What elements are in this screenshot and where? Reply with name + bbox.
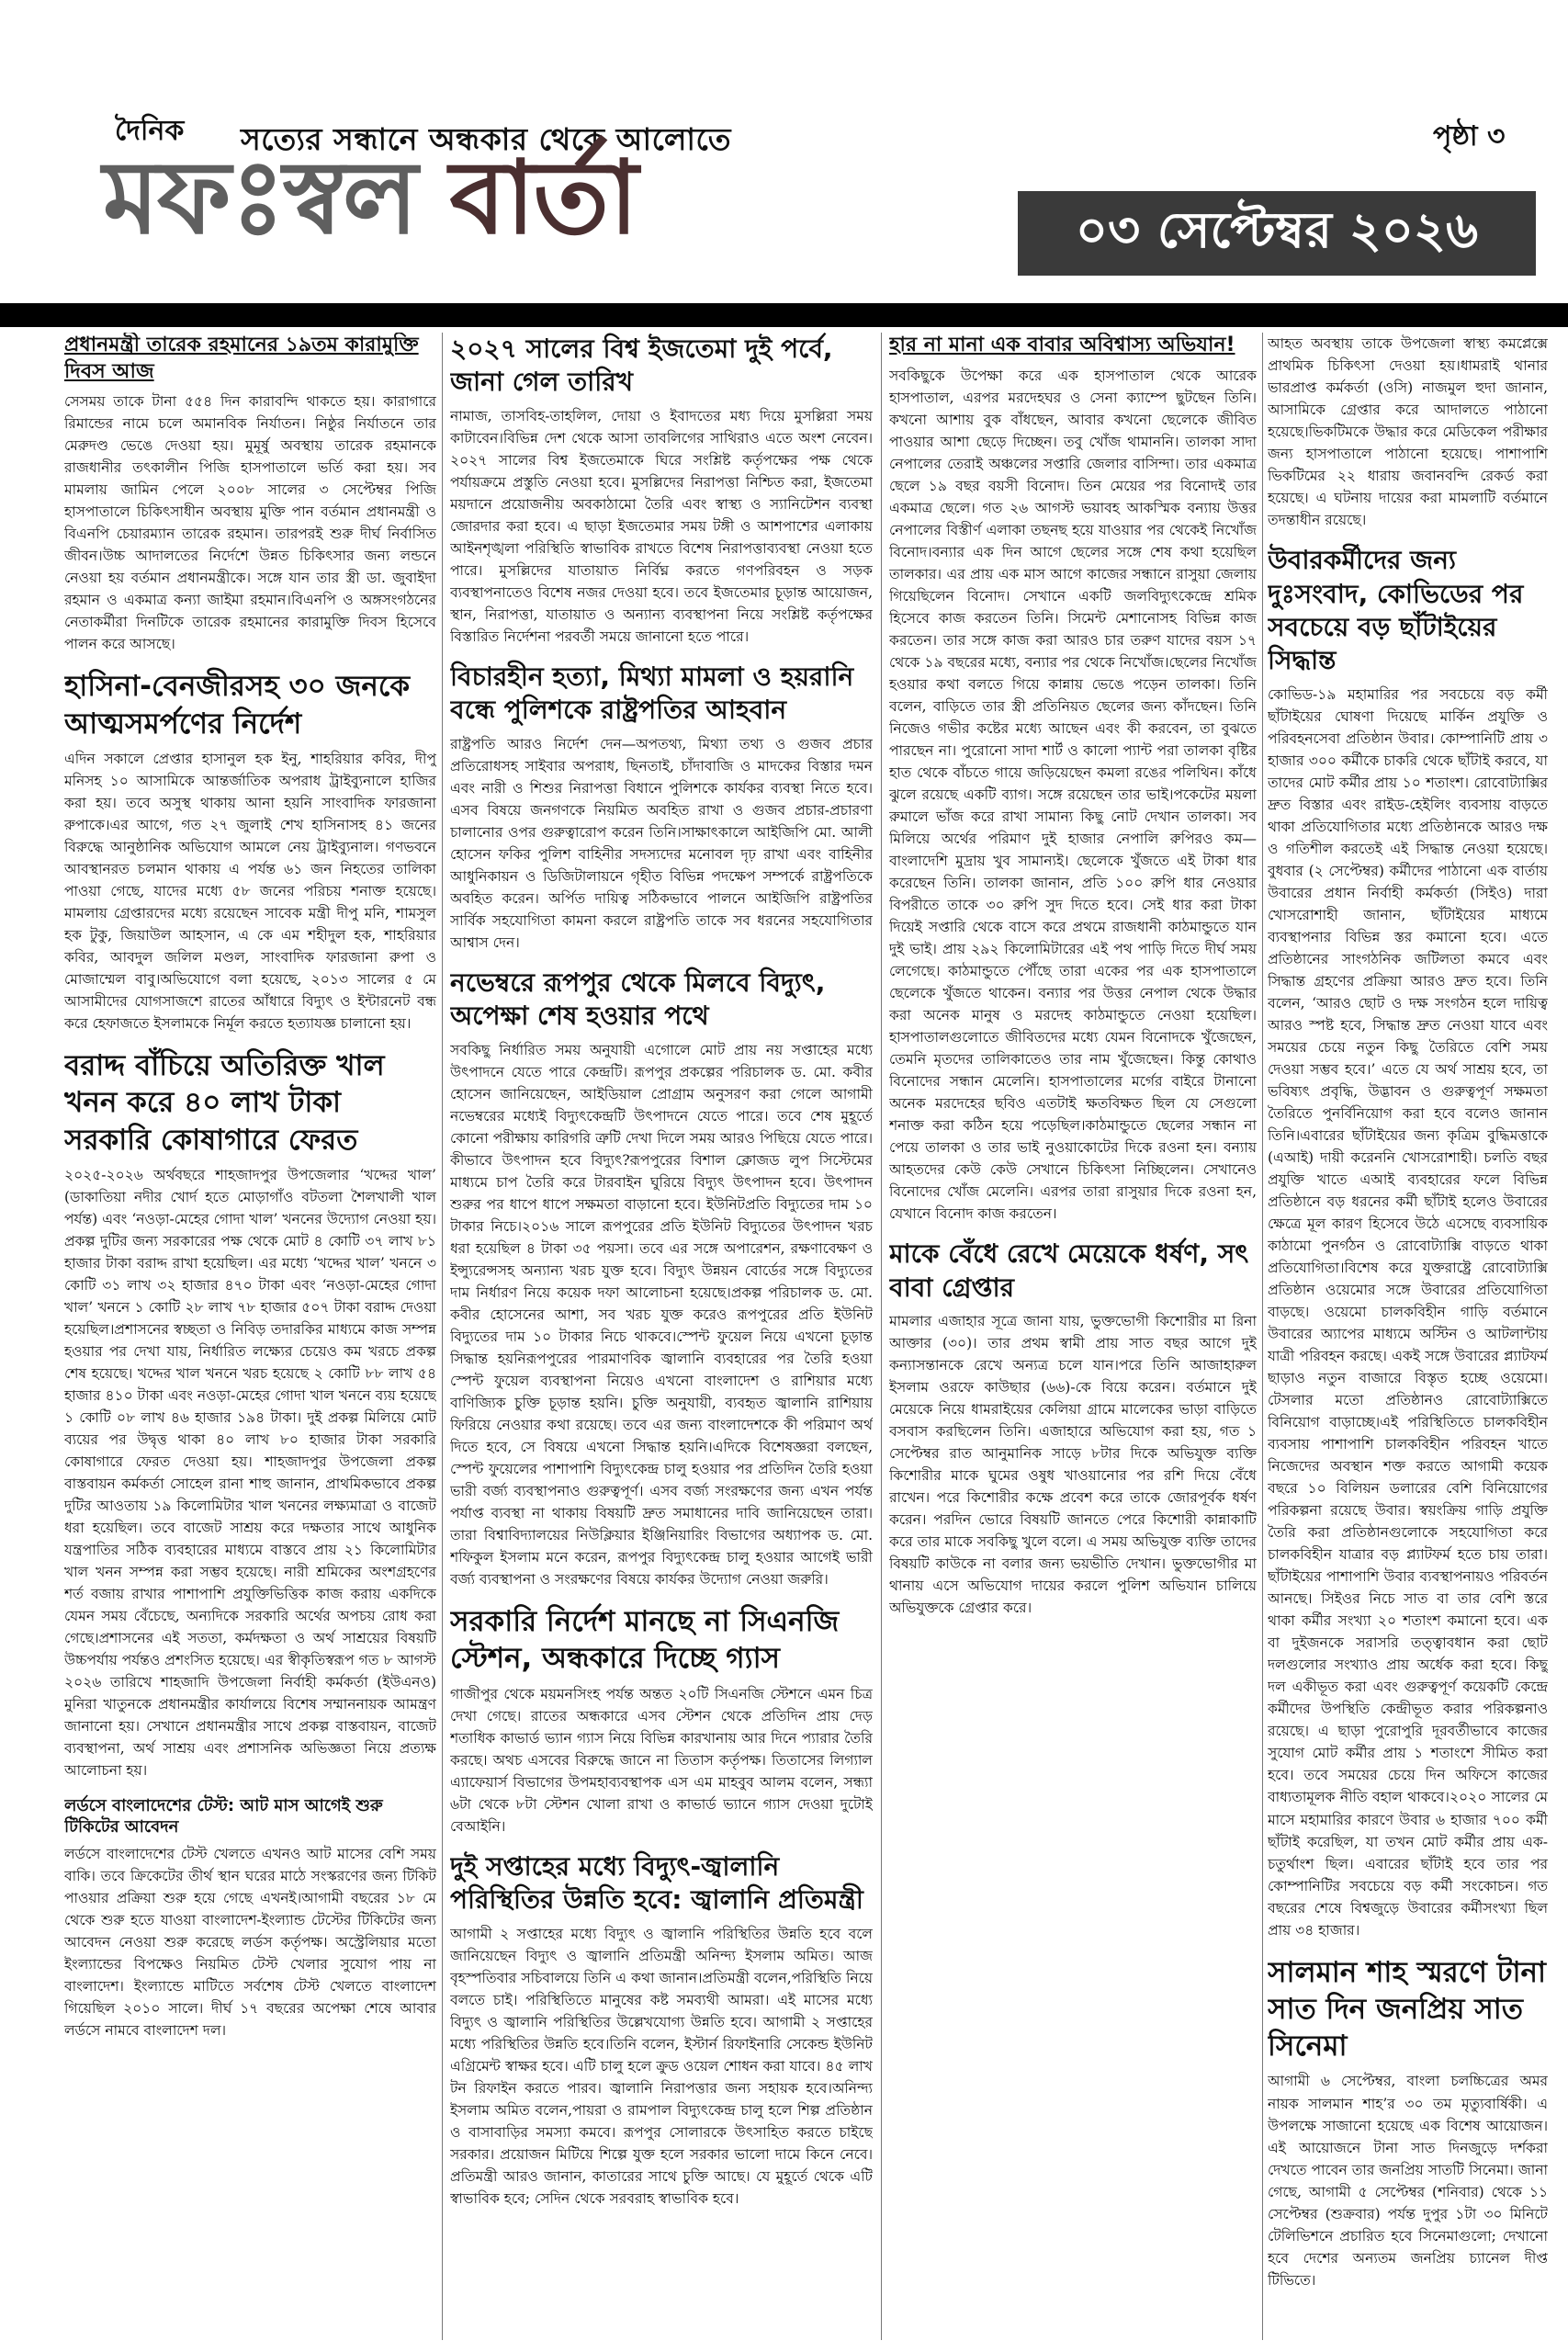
article-headline: হার না মানা এক বাবার অবিশ্বাস্য অভিযান!: [889, 334, 1235, 356]
newspaper-title: [103, 139, 637, 256]
masthead: [0, 0, 1568, 303]
article-headline: মাকে বেঁধে রেখে মেয়েকে ধর্ষণ, সৎ বাবা গ্রেপ্তার: [889, 1238, 1249, 1303]
article-headline: নভেম্বরে রূপপুর থেকে মিলবে বিদ্যুৎ, অপেক্ষা শেষ হওয়ার পথে: [450, 967, 826, 1032]
article-body: ২০২৫-২০২৬ অর্থবছরে শাহজাদপুর উপজেলার ‘খদ্দের খাল’ (ডাকাতিয়া নদীর খোর্দ হতে মোড়াগাঁও বটতলা শৈলখালী খাল পর্যন্ত) এবং ‘নওড়া-মেহের গোদা খাল’ খননের উদ্যোগ নেওয়া হয়।প্রকল্প দুটির জন্য সরকারের পক্ষ থেকে মোট ৪ কোটি ৩৭ লাখ ৮১ হাজার টাকা বরাদ্দ রাখা হয়েছিল। এর মধ্যে ‘খদ্দের খাল’ খননে ৩ কোটি ৩১ লাখ ৩২ হাজার ৪৭০ টাকা এবং ‘নওড়া-মেহের গোদা খাল’ খননে ১ কোটি ২৮ লাখ ৭৮ হাজার ৫০৭ টাকা বরাদ্দ দেওয়া হয়েছিল।প্রশাসনের স্বচ্ছতা ও নিবিড় তদারকির মাধ্যমে কাজ সম্পন্ন হওয়ার পর দেখা যায়, নির্ধারিত লক্ষ্যের চেয়েও কম খরচে প্রকল্প শেষ হয়েছে। খদ্দের খাল খননে খরচ হয়েছে ২ কোটি ৮৮ লাখ ৫৪ হাজার ৪১০ টাকা এবং নওড়া-মেহের গোদা খাল খননে ব্যয় হয়েছে ১ কোটি ০৮ লাখ ৪৬ হাজার ১৯৪ টাকা। দুই প্রকল্প মিলিয়ে মোট ব্যয়ের পর উদ্বৃত্ত থাকা ৪০ লাখ ৮০ হাজার টাকা সরকারি কোষাগারে ফেরত দেওয়া হয়। শাহজাদপুর উপজেলা প্রকল্প বাস্তবায়ন কর্মকর্তা সোহেল রানা শাহু জানান, প্রাথমিকভাবে প্রকল্প দুটির আওতায় ১৯ কিলোমিটার খাল খননের লক্ষ্যমাত্রা ও বাজেট ধরা হয়েছিল। তবে বাজেট সাশ্রয় করে দক্ষতার সাথে আধুনিক যন্ত্রপাতির সঠিক ব্যবহারের মাধ্যমে বাস্তবে প্রায় ২১ কিলোমিটার খাল খনন সম্পন্ন করা সম্ভব হয়েছে। নারী শ্রমিকের অংশগ্রহণের শর্ত বজায় রাখার পাশাপাশি প্রযুক্তিভিত্তিক কাজ করায় একদিকে যেমন সময় বেঁচেছে, অন্যদিকে সরকারি অর্থের অপচয় রোধ করা গেছে।প্রশাসনের এই সততা, কর্মদক্ষতা ও অর্থ সাশ্রয়ের বিষয়টি উচ্চপর্যায় পর্যন্তও প্রশংসিত হয়েছে। এর স্বীকৃতিস্বরূপ গত ৮ আগস্ট ২০২৬ তারিখে শাহজাদি উপজেলা নির্বাহী কর্মকর্তা (ইউএনও) মুনিরা খাতুনকে প্রধানমন্ত্রীর কার্যালয়ে বিশেষ সম্মাননায়ক আমন্ত্রণ জানানো হয়। সেখানে প্রধানমন্ত্রীর সাথে প্রকল্প বাস্তবায়ন, বাজেট ব্যবস্থাপনা, অর্থ সাশ্রয় এবং প্রশাসনিক অভিজ্ঞতা নিয়ে প্রত্যক্ষ আলোচনা হয়।: [64, 1167, 436, 1780]
article: [450, 1603, 873, 1838]
article: [1268, 544, 1548, 1940]
newspaper-title-part2: বার্তা: [449, 139, 637, 256]
column-divider: [1262, 333, 1263, 2340]
article: [1268, 333, 1548, 531]
article-body: আহত অবস্থায় তাকে উপজেলা স্বাস্থ্য কমপ্লেক্সে প্রাথমিক চিকিৎসা দেওয়া হয়।ধামরাই থানার ভারপ্রাপ্ত কর্মকর্তা (ওসি) নাজমুল হুদা জানান, আসামিকে গ্রেপ্তার করে আদালতে পাঠানো হয়েছে।ভিকটিমকে উদ্ধার করে মেডিকেল পরীক্ষার জন্য হাসপাতালে পাঠানো হয়েছে। পাশাপাশি ভিকটিমের ২২ ধারায় জবানবন্দি রেকর্ড করা হয়েছে। এ ঘটনায় দায়ের করা মামলাটি বর্তমানে তদন্তাধীন রয়েছে।: [1268, 335, 1548, 529]
article: [450, 1850, 873, 2210]
article: [64, 1795, 436, 2042]
column-divider: [881, 333, 882, 2340]
masthead-tagline: সত্যের সন্ধানে অন্ধকার থেকে আলোতে: [241, 121, 732, 157]
article: [1268, 1954, 1548, 2291]
column-1: [64, 333, 436, 2340]
column-2: [450, 333, 873, 2340]
article-body: লর্ডসে বাংলাদেশের টেস্ট খেলতে এখনও আট মাসের বেশি সময় বাকি। তবে ক্রিকেটের তীর্থ স্থান ঘরের মাঠে সংস্করণের জন্য টিকিট পাওয়ার প্রক্রিয়া শুরু হয়ে গেছে এখনই।আগামী বছরের ১৮ মে থেকে শুরু হতে যাওয়া বাংলাদেশ-ইংল্যান্ড টেস্টের টিকিটের জন্য আবেদন নেওয়া শুরু করেছে লর্ডস কর্তৃপক্ষ। অস্ট্রেলিয়ার মতো ইংল্যান্ডের বিপক্ষেও নিয়মিত টেস্ট খেলার সুযোগ পায় না বাংলাদেশ। ইংল্যান্ডে মাটিতে সর্বশেষ টেস্ট খেলতে বাংলাদেশ গিয়েছিল ২০১০ সালে। দীর্ঘ ১৭ বছরের অপেক্ষা শেষে আবার লর্ডসে নামবে বাংলাদেশ দল।: [64, 1846, 436, 2040]
column-divider: [442, 333, 443, 2340]
article-body: নামাজ, তাসবিহ-তাহলিল, দোয়া ও ইবাদতের মধ্য দিয়ে মুসল্লিরা সময় কাটাবেন।বিভিন্ন দেশ থেকে আসা তাবলিগের সাথিরাও এতে অংশ নেবেন। ২০২৭ সালের বিশ্ব ইজতেমাকে ঘিরে সংশ্লিষ্ট কর্তৃপক্ষের পক্ষ থেকে পর্যায়ক্রমে প্রস্তুতি নেওয়া হবে। মুসল্লিদের নিরাপত্তা নিশ্চিত করা, ইজতেমা ময়দানে প্রয়োজনীয় অবকাঠামো তৈরি এবং স্বাস্থ্য ও স্যানিটেশন ব্যবস্থা জোরদার করা হবে। এ ছাড়া ইজতেমার সময় টঙ্গী ও আশপাশের এলাকায় আইনশৃঙ্খলা পরিস্থিতি স্বাভাবিক রাখতে বিশেষ নিরাপত্তাব্যবস্থা নেওয়া হতে পারে। মুসল্লিদের যাতায়াত নির্বিঘ্ন করতে গণপরিবহন ও সড়ক ব্যবস্থাপনাতেও বিশেষ নজর দেওয়া হবে। তবে ইজতেমার চূড়ান্ত আয়োজন, স্থান, নিরাপত্তা, যাতায়াত ও অন্যান্য ব্যবস্থাপনা নিয়ে সংশ্লিষ্ট কর্তৃপক্ষের বিস্তারিত নির্দেশনা পরবর্তী সময়ে জানানো হতে পারে।: [450, 407, 873, 645]
column-3: [889, 333, 1257, 2340]
article: [889, 333, 1257, 1225]
article-headline: দুই সপ্তাহের মধ্যে বিদ্যুৎ-জ্বালানি পরিস্থিতির উন্নতি হবে: জ্বালানি প্রতিমন্ত্রী: [450, 1850, 863, 1916]
article: [889, 1238, 1257, 1619]
article-headline: বরাদ্দ বাঁচিয়ে অতিরিক্ত খাল খনন করে ৪০ লাখ টাকা সরকারি কোষাগারে ফেরত: [64, 1049, 385, 1157]
article-body: আগামী ২ সপ্তাহের মধ্যে বিদ্যুৎ ও জ্বালানি পরিস্থিতির উন্নতি হবে বলে জানিয়েছেন বিদ্যুৎ ও জ্বালানি প্রতিমন্ত্রী অনিন্দ্য ইসলাম অমিত। আজ বৃহস্পতিবার সচিবালয়ে তিনি এ কথা জানান।প্রতিমন্ত্রী বলেন,পরিস্থিতি নিয়ে বলতে চাই। পরিস্থিতিতে মানুষের কষ্ট সমব্যথী আমরা। এই মাসের মধ্যে বিদ্যুৎ ও জ্বালানি পরিস্থিতির উল্লেখযোগ্য উন্নতি হবে। আগামী ২ সপ্তাহের মধ্যে পরিস্থিতির উন্নতি হবে।তিনি বলেন, ইস্টার্ন রিফাইনারি সেকেন্ড ইউনিট এগ্রিমেন্ট স্বাক্ষর হবে। এটি চালু হলে ক্রুড ওয়েল শোধন করা যাবে। ৪৫ লাখ টন রিফাইন করতে পারব। জ্বালানি নিরাপত্তার জন্য সহায়ক হবে।অনিন্দ্য ইসলাম অমিত বলেন,পায়রা ও রামপাল বিদ্যুৎকেন্দ্র চালু হলে শিল্প প্রতিষ্ঠান ও বাসাবাড়ির সমস্যা কমবে। রূপপুর সোলারকে উৎসাহিত করতে চাইছে সরকার। প্রয়োজন মিটিয়ে শিল্পে যুক্ত হলে সরকার ভালো দামে কিনে নেবে।প্রতিমন্ত্রী আরও জানান, কাতারের সাথে চুক্তি আছে। যে মুহূর্তে থেকে এটি স্বাভাবিক হবে; সেদিন থেকে সরবরাহ স্বাভাবিক হবে।: [450, 1925, 873, 2207]
article-body: কোভিড-১৯ মহামারির পর সবচেয়ে বড় কর্মী ছাঁটাইয়ের ঘোষণা দিয়েছে মার্কিন প্রযুক্তি ও পরিবহনসেবা প্রতিষ্ঠান উবার। কোম্পানিটি প্রায় ৩ হাজার ৩০০ কর্মীকে চাকরি থেকে ছাঁটাই করবে, যা তাদের মোট কর্মীর প্রায় ১০ শতাংশ। রোবোট্যাক্সির দ্রুত বিস্তার এবং রাইড-হেইলিং ব্যবসায় বাড়তে থাকা প্রতিযোগিতার মধ্যে প্রতিষ্ঠানকে আরও দক্ষ ও গতিশীল করতেই এই সিদ্ধান্ত নেওয়া হয়েছে। বুধবার (২ সেপ্টেম্বর) কর্মীদের পাঠানো এক বার্তায় উবারের প্রধান নির্বাহী কর্মকর্তা (সিইও) দারা খোসরোশাহী জানান, ছাঁটাইয়ের মাধ্যমে ব্যবস্থাপনার বিভিন্ন স্তর কমানো হবে। এতে প্রতিষ্ঠানের সাংগঠনিক জটিলতা কমবে এবং সিদ্ধান্ত গ্রহণের প্রক্রিয়া আরও দ্রুত হবে। তিনি বলেন, ‘আরও ছোট ও দক্ষ সংগঠন হলে দায়িত্ব আরও স্পষ্ট হবে, সিদ্ধান্ত দ্রুত নেওয়া যাবে এবং সময়ের চেয়ে নতুন কিছু তৈরিতে বেশি সময় দেওয়া সম্ভব হবে।’ এতে যে অর্থ সাশ্রয় হবে, তা ভবিষ্যৎ প্রবৃদ্ধি, উদ্ভাবন ও গুরুত্বপূর্ণ সক্ষমতা তৈরিতে পুনর্বিনিয়োগ করা হবে বলেও জানান তিনি।এবারের ছাঁটাইয়ের জন্য কৃত্রিম বুদ্ধিমত্তাকে (এআই) দায়ী করেননি খোসরোশাহী। চলতি বছর প্রযুক্তি খাতে এআই ব্যবহারের ফলে বিভিন্ন প্রতিষ্ঠানে বড় ধরনের কর্মী ছাঁটাই হলেও উবারের ক্ষেত্রে মূল কারণ হিসেবে উঠে এসেছে ব্যবসায়িক কাঠামো পুনর্গঠন ও রোবোট্যাক্সি বাড়তে থাকা প্রতিযোগিতা।বিশেষ করে যুক্তরাষ্ট্রে রোবোট্যাক্সি প্রতিষ্ঠান ওয়েমোর সঙ্গে উবারের প্রতিযোগিতা বাড়ছে। ওয়েমো চালকবিহীন গাড়ি বর্তমানে উবারের অ্যাপের মাধ্যমে অস্টিন ও আটলান্টায় যাত্রী পরিবহন করছে। একই সঙ্গে উবারের প্ল্যাটফর্ম ছাড়াও নতুন বাজারে বিস্তৃত হচ্ছে ওয়েমো। টেসলার মতো প্রতিষ্ঠানও রোবোট্যাক্সিতে বিনিয়োগ বাড়াচ্ছে।এই পরিস্থিতিতে চালকবিহীন ব্যবসায় পাশাপাশি চালকবিহীন পরিবহন খাতে নিজেদের অবস্থান শক্ত করতে আগামী কয়েক বছরে ১০ বিলিয়ন ডলারের বেশি বিনিয়োগের পরিকল্পনা রয়েছে উবার। স্বয়ংক্রিয় গাড়ি প্রযুক্তি তৈরি করা প্রতিষ্ঠানগুলোকে সহযোগিতা করে চালকবিহীন যাত্রার বড় প্ল্যাটফর্ম হতে চায় তারা।ছাঁটাইয়ের পাশাপাশি উবার ব্যবস্থাপনায়ও পরিবর্তন আনছে। সিইওর নিচে সাত বা তার বেশি স্তরে থাকা কর্মীর সংখ্যা ২০ শতাংশ কমানো হবে। এক বা দুইজনকে সরাসরি তত্ত্বাবধান করা ছোট দলগুলোর সংখ্যাও প্রায় অর্ধেক করা হবে। কিছু দল একীভূত করা এবং গুরুত্বপূর্ণ কয়েকটি কেন্দ্রে কর্মীদের উপস্থিতি কেন্দ্রীভূত করার পরিকল্পনাও রয়েছে। এ ছাড়া পুরোপুরি দূরবর্তীভাবে কাজের সুযোগ মোট কর্মীর প্রায় ১ শতাংশে সীমিত করা হবে। তবে সময়ের চেয়ে দিন অফিসে কাজের বাধ্যতামূলক নীতি বহাল থাকবে।২০২০ সালের মে মাসে মহামারির কারণে উবার ৬ হাজার ৭০০ কর্মী ছাঁটাই করেছিল, যা তখন মোট কর্মীর প্রায় এক-চতুর্থাংশ ছিল। এবারের ছাঁটাই হবে তার পর কোম্পানিটির সবচেয়ে বড় কর্মী সংকোচন। গত বছরের শেষে বিশ্বজুড়ে উবারের কর্মীসংখ্যা ছিল প্রায় ৩৪ হাজার।: [1268, 685, 1548, 1939]
article-body: রাষ্ট্রপতি আরও নির্দেশ দেন—অপতথ্য, মিথ্যা তথ্য ও গুজব প্রচার প্রতিরোধসহ সাইবার অপরাধ, ছিনতাই, চাঁদাবাজি ও মাদকের বিস্তার দমন এবং নারী ও শিশুর নিরাপত্তা বিধানে পুলিশকে কার্যকর ব্যবস্থা নিতে হবে। এসব বিষয়ে জনগণকে নিয়মিত অবহিত রাখা ও গুজব প্রচার-প্রচারণা চালানোর ওপর গুরুত্বারোপ করেন তিনি।সাক্ষাৎকালে আইজিপি মো. আলী হোসেন ফকির পুলিশ বাহিনীর সদস্যদের মনোবল দৃঢ় রাখা এবং বাহিনীর আধুনিকায়ন ও ডিজিটালায়নে গৃহীত বিভিন্ন পদক্ষেপ সম্পর্কে রাষ্ট্রপতিকে অবহিত করেন। অর্পিত দায়িত্ব সঠিকভাবে পালনে আইজিপি রাষ্ট্রপতির সার্বিক সহযোগিতা কামনা করলে রাষ্ট্রপতি তাকে সব ধরনের সহযোগিতার আশ্বাস দেন।: [450, 735, 873, 951]
article-body: গাজীপুর থেকে ময়মনসিংহ পর্যন্ত অন্তত ২০টি সিএনজি স্টেশনে এমন চিত্র দেখা গেছে। রাতের অন্ধকারে এসব স্টেশন থেকে প্রতিদিন প্রায় দেড় শতাধিক কাভার্ড ভ্যান গ্যাস নিয়ে বিভিন্ন কারখানায় আর দিনে প্যারার তৈরি করছে। অথচ এসবের বিরুদ্ধে জানে না তিতাস কর্তৃপক্ষ। তিতাসের লিগ্যাল এ্যাফেয়ার্স বিভাগের উপমহাব্যবস্থাপক এস এম মাহবুব আলম বলেন, সন্ধ্যা ৬টা থেকে ৮টা স্টেশন খোলা রাখা ও কাভার্ড ভ্যানে গ্যাস দেওয়া দুটোই বেআইনি।: [450, 1685, 873, 1835]
article-body: আগামী ৬ সেপ্টেম্বর, বাংলা চলচ্চিত্রের অমর নায়ক সালমান শাহ’র ৩০ তম মৃত্যুবার্ষিকী। এ উপলক্ষে সাজানো হয়েছে এক বিশেষ আয়োজন। এই আয়োজনে টানা সাত দিনজুড়ে দর্শকরা দেখতে পাবেন তার জনপ্রিয় সাতটি সিনেমা। জানা গেছে, আগামী ৫ সেপ্টেম্বর (শনিবার) থেকে ১১ সেপ্টেম্বর (শুক্রবার) পর্যন্ত দুপুর ১টা ৩০ মিনিটে টেলিভিশনে প্রচারিত হবে সিনেমাগুলো; দেখানো হবে দেশের অন্যতম জনপ্রিয় চ্যানেল দীপ্ত টিভিতে।: [1268, 2073, 1548, 2289]
article: [450, 661, 873, 954]
article: [64, 1047, 436, 1781]
article-body: সবকিছু নির্ধারিত সময় অনুযায়ী এগোলে মোট প্রায় নয় সপ্তাহের মধ্যে উৎপাদনে যেতে পারে কেন্দ্রটি। রূপপুর প্রকল্পের পরিচালক ড. মো. কবীর হোসেন জানিয়েছেন, আইডিয়াল প্রোগ্রাম অনুসরণ করা গেলে আগামী নভেম্বরের মধ্যেই বিদ্যুৎকেন্দ্রটি উৎপাদনে যেতে পারে। তবে শেষ মুহূর্তে কোনো পরীক্ষায় কারিগরি ত্রুটি দেখা দিলে সময় আরও পিছিয়ে যেতে পারে।কীভাবে উৎপাদন হবে বিদ্যুৎ?রূপপুরের বিশাল ক্লোজড লুপ সিস্টেমের মাধ্যমে চাপ তৈরি করে টারবাইন ঘুরিয়ে বিদ্যুৎ উৎপাদন হবে। উৎপাদন শুরুর পর ধাপে ধাপে সক্ষমতা বাড়ানো হবে। ইউনিটপ্রতি বিদ্যুতের দাম ১০ টাকার নিচে।২০১৬ সালে রূপপুরের প্রতি ইউনিট বিদ্যুতের উৎপাদন খরচ ধরা হয়েছিল ৪ টাকা ৩৫ পয়সা। তবে এর সঙ্গে অপারেশন, রক্ষণাবেক্ষণ ও ইন্স্যুরেন্সসহ অন্যান্য খরচ যুক্ত হবে। বিদ্যুৎ উন্নয়ন বোর্ডের সঙ্গে বিদ্যুতের দাম নির্ধারণ নিয়ে কয়েক দফা আলোচনা হয়েছে।প্রকল্প পরিচালক ড. মো. কবীর হোসেনের আশা, সব খরচ যুক্ত করেও রূপপুরের প্রতি ইউনিট বিদ্যুতের দাম ১০ টাকার নিচে থাকবে।স্পেন্ট ফুয়েল নিয়ে এখনো চূড়ান্ত সিদ্ধান্ত হয়নিরূপপুরের পারমাণবিক জ্বালানি ব্যবহারের পর তৈরি হওয়া স্পেন্ট ফুয়েল ব্যবস্থাপনা নিয়েও এখনো বাংলাদেশ ও রাশিয়ার মধ্যে বাণিজ্যিক চুক্তি চূড়ান্ত হয়নি। চুক্তি অনুযায়ী, ব্যবহৃত জ্বালানি রাশিয়ায় ফিরিয়ে নেওয়ার কথা রয়েছে। তবে এর জন্য বাংলাদেশকে কী পরিমাণ অর্থ দিতে হবে, সে বিষয়ে এখনো সিদ্ধান্ত হয়নি।এদিকে বিশেষজ্ঞরা বলছেন, স্পেন্ট ফুয়েলের পাশাপাশি বিদ্যুৎকেন্দ্র চালু হওয়ার পর প্রতিদিন তৈরি হওয়া ভারী বর্জ্য ব্যবস্থাপনাও গুরুত্বপূর্ণ। এসব বর্জ্য সংরক্ষণের জন্য এখন পর্যন্ত পর্যাপ্ত ব্যবস্থা না থাকায় বিষয়টি দ্রুত সমাধানের দাবি জানিয়েছেন তারা।তারা বিশ্বাবিদ্যালয়ের নিউক্লিয়ার ইঞ্জিনিয়ারিং বিভাগের অধ্যাপক ড. মো. শফিকুল ইসলাম মনে করেন, রূপপুর বিদ্যুৎকেন্দ্র চালু হওয়ার আগেই ভারী বর্জ্য ব্যবস্থাপনা ও সংরক্ষণের বিষয়ে কার্যকর উদ্যোগ নেওয়া জরুরি।: [450, 1041, 873, 1589]
masthead-rule: [0, 303, 1568, 327]
masthead-daily-label: দৈনিক: [115, 115, 185, 147]
article: [64, 333, 436, 655]
article-headline: হাসিনা-বেনজীরসহ ৩০ জনকে আত্মসমর্পণের নির্দেশ: [64, 670, 411, 741]
article: [450, 967, 873, 1590]
article-headline: সরকারি নির্দেশ মানছে না সিএনজি স্টেশন, অন্ধকারে দিচ্ছে গ্যাস: [450, 1605, 840, 1676]
article-body: সবকিছুকে উপেক্ষা করে এক হাসপাতাল থেকে আরেক হাসপাতাল, এরপর মরদেহঘর ও সেনা ক্যাম্পে ছুটছেন তিনি। কখনো আশায় বুক বাঁধছেন, আবার কখনো ছেলেকে জীবিত পাওয়ার আশা ছেড়ে দিচ্ছেন। তবু খোঁজ থামাননি। তালকা সাদা নেপালের তেরাই অঞ্চলের সপ্তারি জেলার বাসিন্দা। তার একমাত্র ছেলে ১৯ বছর বয়সী বিনোদ। তিন মেয়ের পর বিনোদই তার একমাত্র ছেলে। গত ২৬ আগস্ট ভয়াবহ আকস্মিক বন্যায় উত্তর নেপালের বিস্তীর্ণ এলাকা তছনছ হয়ে যাওয়ার পর থেকেই নিখোঁজ বিনোদ।বন্যার এক দিন আগে ছেলের সঙ্গে শেষ কথা হয়েছিল তালকার। এর প্রায় এক মাস আগে কাজের সন্ধানে রাসুয়া জেলায় গিয়েছিলেন বিনোদ। সেখানে একটি জলবিদ্যুৎকেন্দ্রে শ্রমিক হিসেবে কাজ করতেন তিনি। সিমেন্ট মেশানোসহ বিভিন্ন কাজ করতেন। তার সঙ্গে কাজ করা আরও চার তরুণ যাদের বয়স ১৭ থেকে ১৯ বছরের মধ্যে, বন্যার পর থেকে নিখোঁজ।ছেলের নিখোঁজ হওয়ার কথা বলতে গিয়ে কান্নায় ভেঙে পড়েন তালকা। তিনি বলেন, বাড়িতে তার স্ত্রী প্রতিনিয়ত ছেলের জন্য কাঁদছেন। তিনি নিজেও গভীর কষ্টের মধ্যে আছেন এবং কী করবেন, তা বুঝতে পারছেন না। পুরোনো সাদা শার্ট ও কালো প্যান্ট পরা তালকা বৃষ্টির হাত থেকে বাঁচতে গায়ে জড়িয়েছেন কমলা রঙের পলিথিন। কাঁধে ঝুলে রয়েছে একটি ব্যাগ। সঙ্গে রয়েছেন তার ভাই।পকেটের ময়লা রুমালে ভাঁজ করে রাখা সামান্য কিছু নোট দেখান তালকা। সব মিলিয়ে অর্থের পরিমাণ দুই হাজার নেপালি রুপিরও কম—বাংলাদেশি মুদ্রায় খুব সামান্যই। ছেলেকে খুঁজতে এই টাকা ধার করেছেন তিনি। তালকা জানান, প্রতি ১০০ রুপি ধার নেওয়ার বিপরীতে তাকে ৩০ রুপি সুদ দিতে হবে। সেই ধার করা টাকা দিয়েই সপ্তারি থেকে বাসে করে প্রথমে রাজধানী কাঠমান্ডুতে যান দুই ভাই। প্রায় ২৯২ কিলোমিটারের এই পথ পাড়ি দিতে দীর্ঘ সময় লেগেছে। কাঠমান্ডুতে পৌঁছে তারা একের পর এক হাসপাতালে ছেলেকে খুঁজতে থাকেন। বন্যার পর উত্তর নেপাল থেকে উদ্ধার করা অনেক মানুষ ও মরদেহ কাঠমান্ডুতে নেওয়া হয়েছিল। হাসপাতালগুলোতে জীবিতদের মধ্যে যেমন বিনোদকে খুঁজেছেন, তেমনি মৃতদের তালিকাতেও তার নাম খুঁজেছেন। কিন্তু কোথাও বিনোদের সন্ধান মেলেনি। হাসপাতালের মর্গের বাইরে টানানো অনেক মরদেহের ছবিও এতটাই ক্ষতবিক্ষত ছিল যে সেগুলো শনাক্ত করা কঠিন হয়ে পড়েছিল।কাঠমান্ডুতে ছেলের সন্ধান না পেয়ে তালকা ও তার ভাই নুওয়াকোটের দিকে রওনা হন। বন্যায় আহতদের কেউ কেউ সেখানে চিকিৎসা নিচ্ছিলেন। সেখানেও বিনোদের খোঁজ মেলেনি। এরপর তারা রাসুয়ার দিকে রওনা হন, যেখানে বিনোদ কাজ করতেন।: [889, 367, 1257, 1223]
column-4: [1268, 333, 1548, 2340]
article: [450, 333, 873, 648]
article-headline: বিচারহীন হত্যা, মিথ্যা মামলা ও হয়রানি বন্ধে পুলিশকে রাষ্ট্রপতির আহবান: [450, 661, 854, 726]
article-body: সেসময় তাকে টানা ৫৫৪ দিন কারাবন্দি থাকতে হয়। কারাগারে রিমান্ডের নামে চলে অমানবিক নির্যাতন। নিষ্ঠুর নির্যাতনে তার মেরুদণ্ড ভেঙে দেওয়া হয়। মুমূর্ষু অবস্থায় তারেক রহমানকে রাজধানীর তৎকালীন পিজি হাসপাতালে ভর্তি করা হয়। সব মামলায় জামিন পেলে ২০০৮ সালের ৩ সেপ্টেম্বর পিজি হাসপাতালে চিকিৎসাধীন অবস্থায় মুক্তি পান বর্তমান প্রধানমন্ত্রী ও বিএনপি চেয়ারম্যান তারেক রহমান। তারপরই শুরু দীর্ঘ নির্বাসিত জীবন।উচ্চ আদালতের নির্দেশে উন্নত চিকিৎসার জন্য লন্ডনে নেওয়া হয় বর্তমান প্রধানমন্ত্রীকে। সঙ্গে যান তার স্ত্রী ডা. জুবাইদা রহমান ও একমাত্র কন্যা জাইমা রহমান।বিএনপি ও অঙ্গসংগঠনের নেতাকর্মীরা দিনটিকে তারেক রহমানের কারামুক্তি দিবস হিসেবে পালন করে আসছে।: [64, 393, 436, 653]
article-headline: সালমান শাহ স্মরণে টানা সাত দিন জনপ্রিয় সাত সিনেমা: [1268, 1955, 1546, 2064]
issue-date: ০৩ সেপ্টেম্বর ২০২৬: [1018, 191, 1536, 276]
article-body: এদিন সকালে প্রেপ্তার হাসানুল হক ইনু, শাহরিয়ার কবির, দীপু মনিসহ ১০ আসামিকে আন্তর্জাতিক অপরাধ ট্রাইব্যুনালে হাজির করা হয়। তবে অসুস্থ থাকায় আনা হয়নি সাংবাদিক ফারজানা রুপাকে।এর আগে, গত ২৭ জুলাই শেখ হাসিনাসহ ৪১ জনের বিরুদ্ধে আনুষ্ঠানিক অভিযোগ আমলে নেয় ট্রাইব্যুনাল। গণভবনে আবস্থানরত চলমান থাকায় এ পর্যন্ত ৬১ জন নিহতের তালিকা পাওয়া গেছে, যাদের মধ্যে ৫৮ জনের পরিচয় শনাক্ত হয়েছে। মামলায় গ্রেপ্তারদের মধ্যে রয়েছেন সাবেক মন্ত্রী দীপু মনি, শামসুল হক টুকু, জিয়াউল আহসান, এ কে এম শহীদুল হক, শাহরিয়ার কবির, আবদুল জলিল মণ্ডল, সাংবাদিক ফারজানা রুপা ও মোজাম্মেল বাবু।অভিযোগে বলা হয়েছে, ২০১৩ সালের ৫ মে আসামীদের যোগসাজশে রাতের আঁধারে বিদ্যুৎ ও ইন্টারনেট বন্ধ করে হেফাজতে ইসলামকে নির্মূল করতে হত্যাযজ্ঞ চালানো হয়।: [64, 750, 436, 1033]
article-headline: প্রধানমন্ত্রী তারেক রহমানের ১৯তম কারামুক্তি দিবস আজ: [64, 334, 419, 383]
article: [64, 668, 436, 1035]
newspaper-title-part1: মফঃস্বল: [103, 139, 417, 256]
article-body: মামলার এজাহার সূত্রে জানা যায়, ভুক্তভোগী কিশোরীর মা রিনা আক্তার (৩০)। তার প্রথম স্বামী প্রায় সাত বছর আগে দুই কন্যাসন্তানকে রেখে অন্যত্র চলে যান।পরে তিনি আজাহারুল ইসলাম ওরফে কাউছার (৬৬)-কে বিয়ে করেন। বর্তমানে দুই মেয়েকে নিয়ে ধামরাইয়ের কেলিয়া গ্রামে মালেকের ভাড়া বাড়িতে বসবাস করছিলেন তিনি। এজাহারে অভিযোগ করা হয়, গত ১ সেপ্টেম্বর রাত আনুমানিক সাড়ে ৮টার দিকে অভিযুক্ত ব্যক্তি কিশোরীর মাকে ঘুমের ওষুধ খাওয়ানোর পর রশি দিয়ে বেঁধে রাখেন। পরে কিশোরীর কক্ষে প্রবেশ করে তাকে জোরপূর্বক ধর্ষণ করেন। পরদিন ভোরে বিষয়টি জানতে পেরে কিশোরী কান্নাকাটি করে তার মাকে সবকিছু খুলে বলে। এ সময় অভিযুক্ত ব্যক্তি তাদের বিষয়টি কাউকে না বলার জন্য ভয়ভীতি দেখান। ভুক্তভোগীর মা থানায় এসে অভিযোগ দায়ের করলে পুলিশ অভিযান চালিয়ে অভিযুক্তকে গ্রেপ্তার করে।: [889, 1312, 1257, 1617]
page-number: পৃষ্ঠা ৩: [1433, 120, 1506, 153]
article-headline: ২০২৭ সালের বিশ্ব ইজতেমা দুই পর্বে, জানা গেল তারিখ: [450, 334, 833, 398]
article-headline: লর্ডসে বাংলাদেশের টেস্ট: আট মাস আগেই শুরু টিকিটের আবেদন: [64, 1795, 383, 1837]
article-headline: উবারকর্মীদের জন্য দুঃসংবাদ, কোভিডের পর সবচেয়ে বড় ছাঁটাইয়ের সিদ্ধান্ত: [1268, 545, 1524, 676]
